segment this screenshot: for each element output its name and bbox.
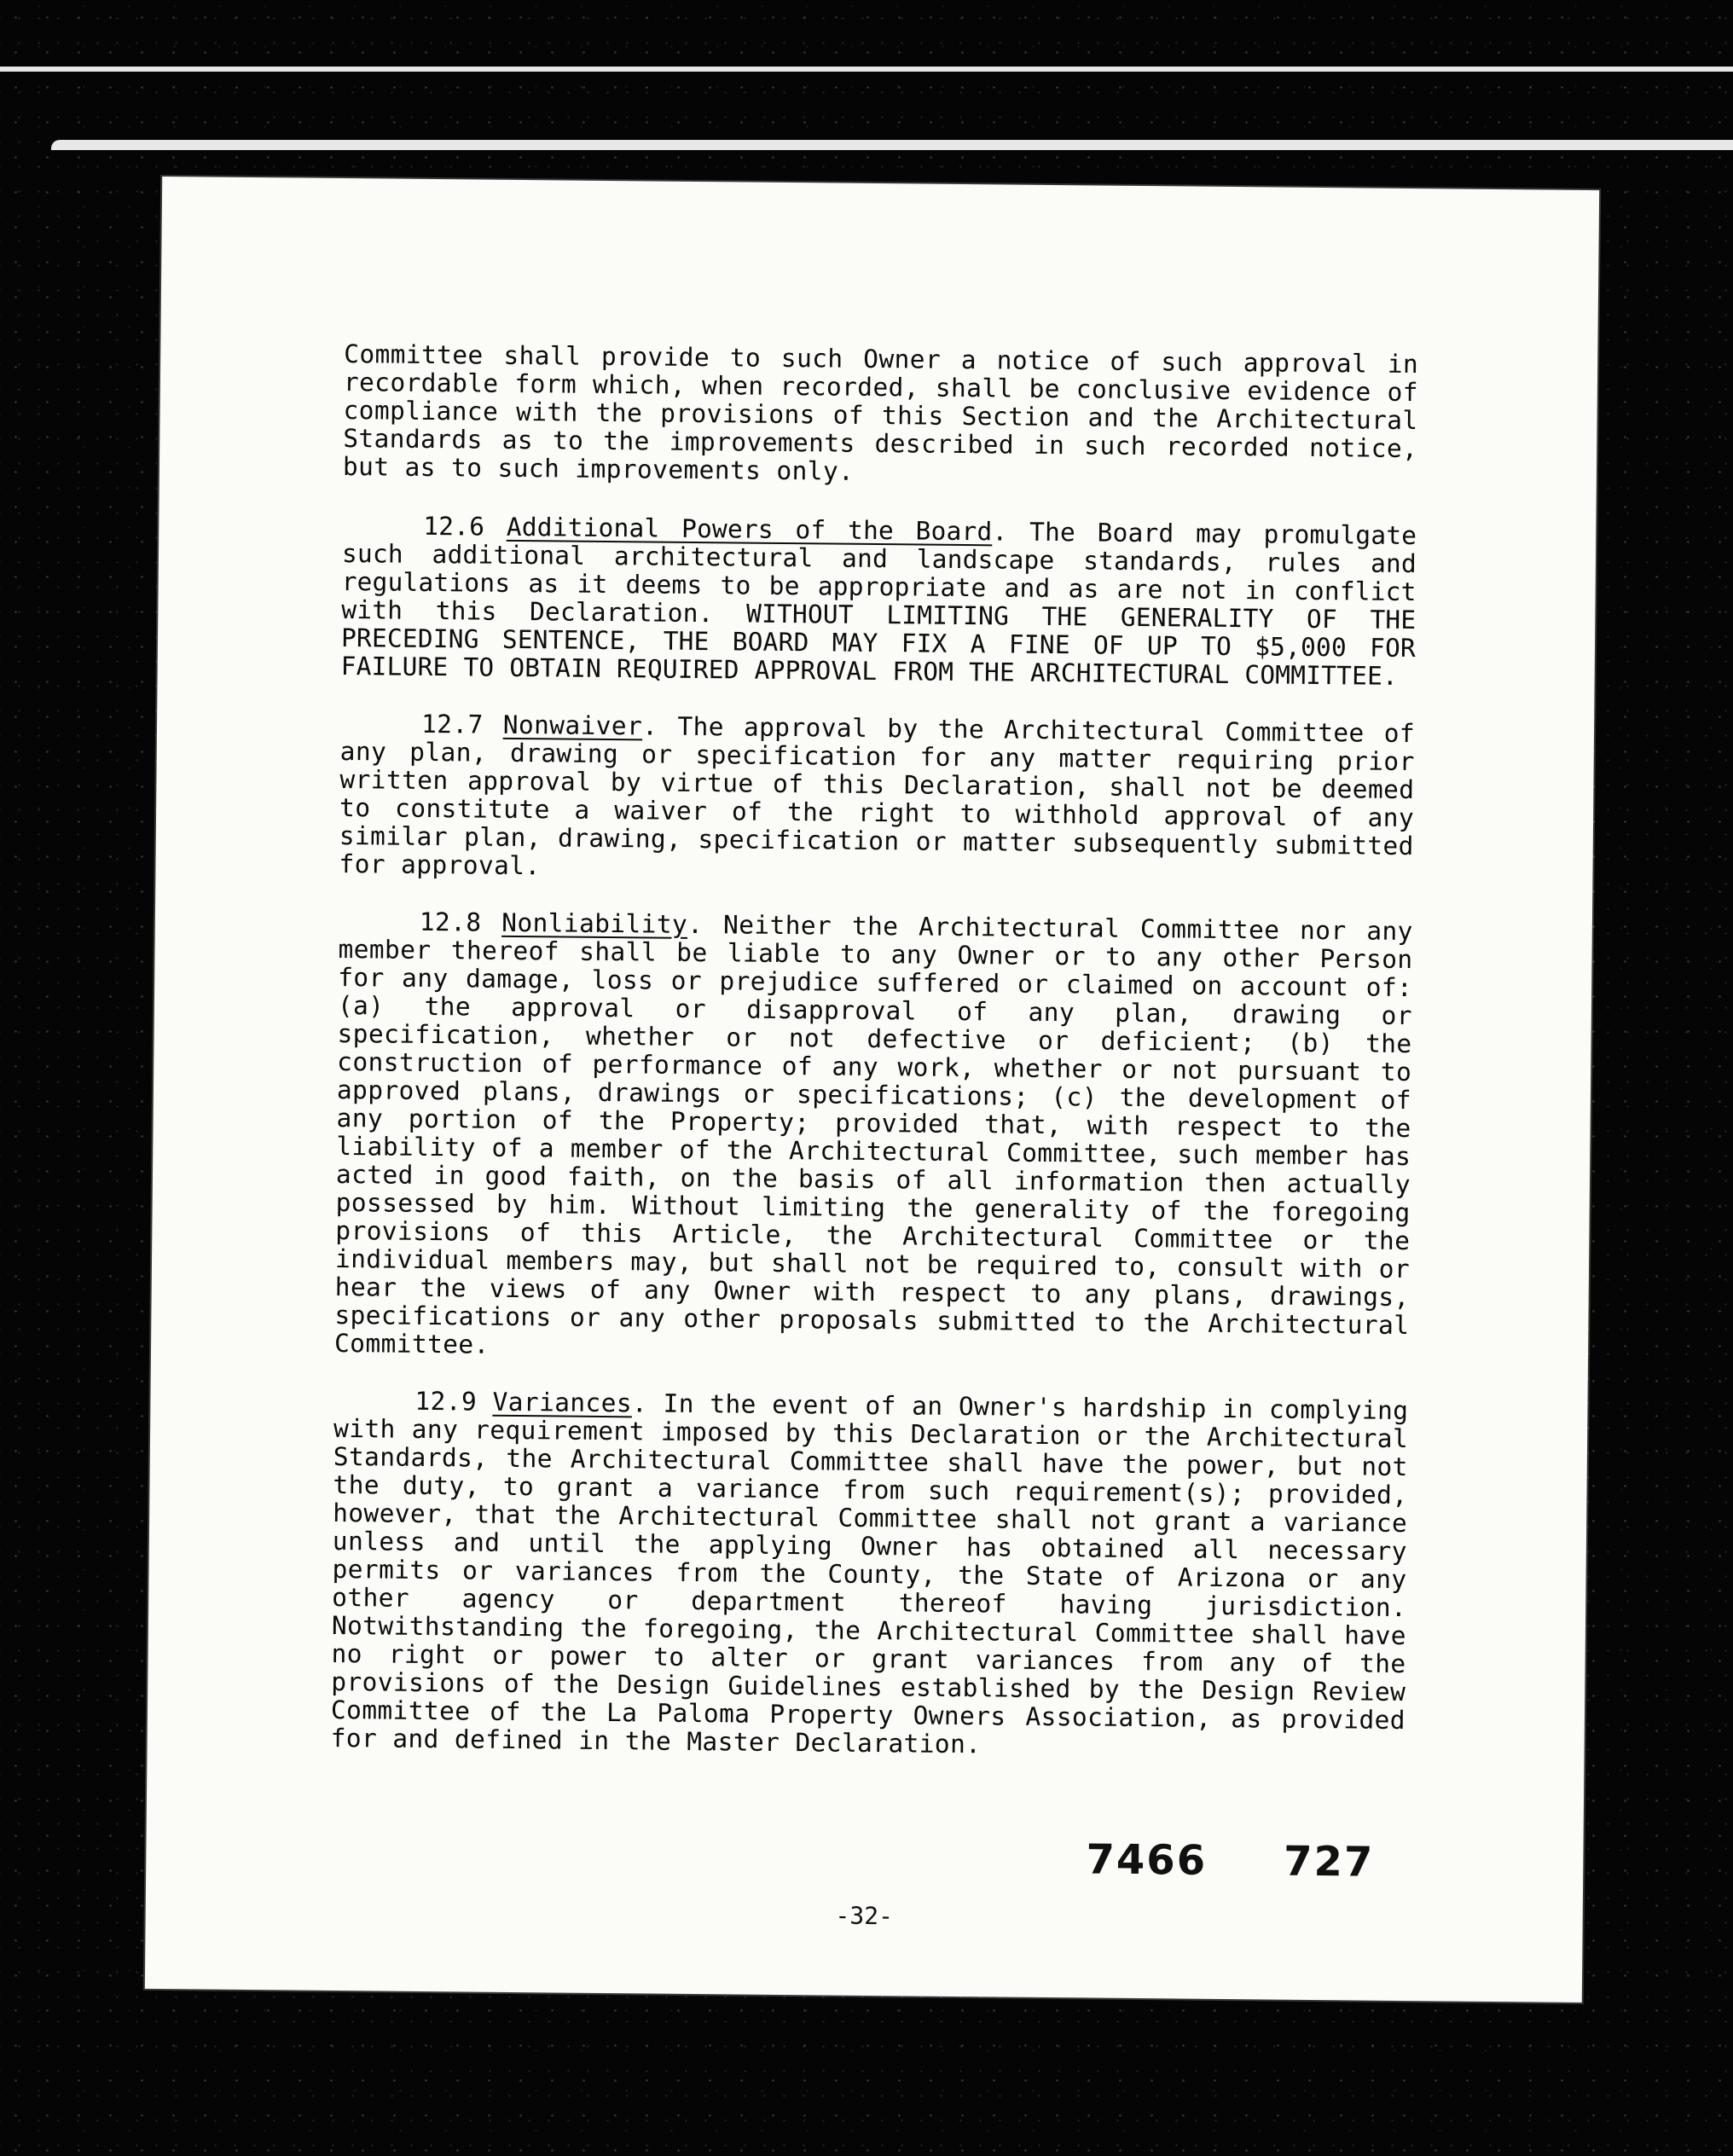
section-number: 12.7	[420, 709, 484, 739]
section-body: . The Board may promulgate such additional architectural and landscape standards, rules and regulations as it deems to be appropriate and as are not in conflict with this Declaration. WITHOUT LIMITING THE GENERALITY OF THE PRECEDING SENTENCE, THE BOARD MAY FIX A FINE OF UP TO $5,000 FOR FAILURE TO OBTAIN REQUIRED APPROVAL FROM THE ARCHITECTURAL COMMITTEE.	[340, 517, 1417, 691]
continuation-text: Committee shall provide to such Owner a notice of such approval in recordable form which, when recorded, shall be conclusive evidence of compliance with the provisions of this Section and the Architectural Standards as to the improvements described in such recorded notice, but as to such improvements only.	[342, 339, 1419, 486]
recording-book-number: 7466	[1086, 1835, 1208, 1885]
section-12-9	[331, 1387, 1409, 1763]
section-number: 12.9	[414, 1386, 478, 1417]
scan-edge-line	[0, 67, 1733, 72]
scan-edge-line	[51, 140, 1733, 150]
section-title: Nonliability	[501, 907, 688, 939]
section-body: . The approval by the Architectural Committee of any plan, drawing or specification for any matter requiring prior written approval by virtue of this Declaration, shall not be deemed to constitute a waiver of the right to withhold approval of any similar plan, drawing, specification or matter subsequently submitted for approval.	[339, 711, 1416, 881]
continuation-paragraph	[343, 340, 1419, 491]
section-number: 12.8	[419, 907, 482, 937]
document-body	[330, 340, 1418, 1792]
recording-page-number: 727	[1283, 1837, 1375, 1886]
section-body: . Neither the Architectural Committee nor any member thereof shall be liable to any Owner or to any other Person for any damage, loss or prejudice suffered or claimed on account of: (a) the approval or disapproval of any plan, drawing or specification, whether or not defective or deficient; (b) the construction of performance of any work, whether or not pursuant to approved plans, drawings or specifications; (c) the development of any portion of the Property; provided that, with respect to the liability of a member of the Architectural Committee, such member has acted in good faith, on the basis of all information then actually possessed by him. Without limiting the generality of the foregoing provisions of this Article, the Architectural Committee or the individual members may, but shall not be required to, consult with or hear the views of any Owner with respect to any plans, drawings, specifications or any other proposals submitted to the Architectural Committee.	[333, 909, 1413, 1359]
section-12-6	[341, 512, 1417, 691]
section-number: 12.6	[423, 511, 485, 542]
recording-numbers	[1086, 1835, 1374, 1886]
section-body: . In the event of an Owner's hardship in complying with any requirement imposed by this Declaration or the Architectural Standards, the Architectural Committee shall have the power, but not the duty, to grant a variance from such requirement(s); provided, however, that the Architectural Committee shall not grant a variance unless and until the applying Owner has obtained all necessary permits or variances from the County, the State of Arizona or any other agency or department thereof having jurisdiction. Notwithstanding the foregoing, the Architectural Committee shall have no right or power to alter or grant variances from any of the provisions of the Design Guidelines established by the Design Review Committee of the La Paloma Property Owners Association, as provided for and defined in the Master Declaration.	[330, 1388, 1409, 1759]
section-title: Additional Powers of the Board	[506, 512, 993, 547]
section-title: Nonwaiver	[502, 710, 643, 741]
section-12-8	[334, 907, 1413, 1368]
document-page	[145, 177, 1599, 2002]
section-12-7	[339, 710, 1415, 889]
section-title: Variances	[492, 1387, 633, 1418]
page-number: -32-	[835, 1901, 894, 1931]
